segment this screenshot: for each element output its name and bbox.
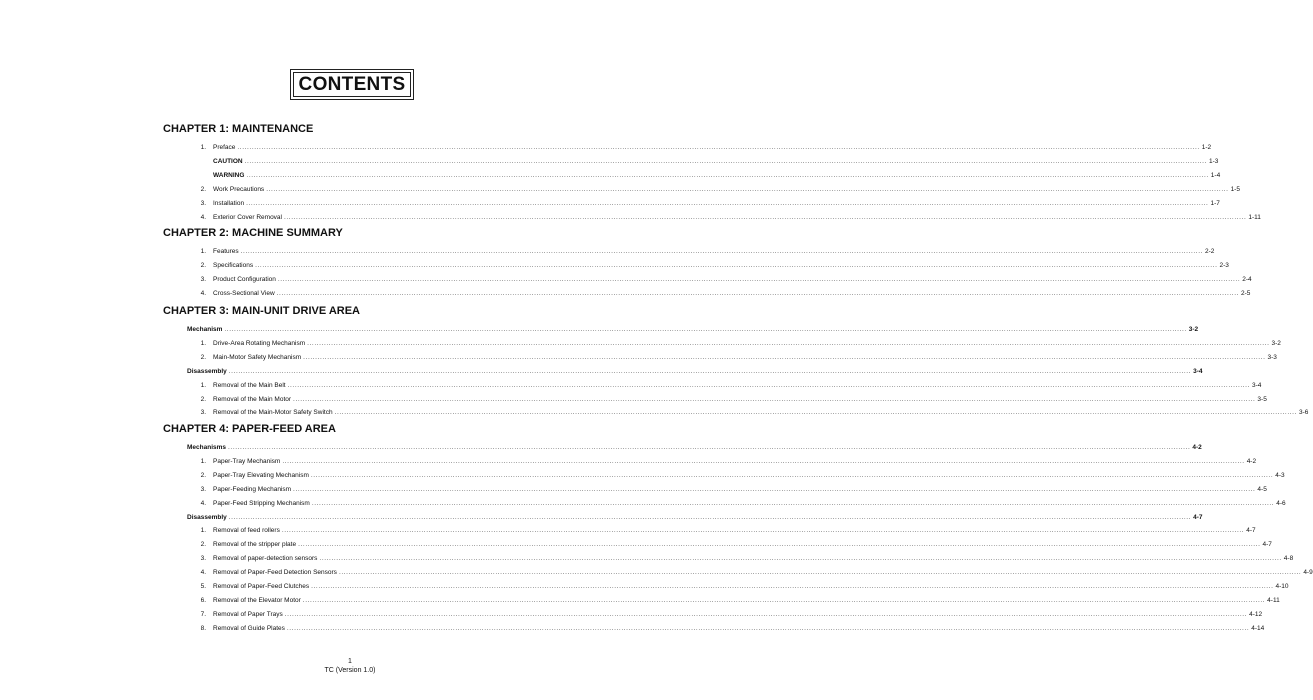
toc-entry-number: 6. (200, 596, 206, 604)
toc-entry-title: Removal of feed rollers (213, 527, 280, 535)
toc-entry-title: Removal of Paper-Feed Detection Sensors (213, 569, 337, 577)
toc-entry[interactable] (0, 260, 1229, 271)
dot-leader: ................................................................................................................................................................................................................................................................................................................................................................................................................ (319, 555, 1282, 563)
dot-leader: ................................................................................................................................................................................................................................................................................................................................................................................................................ (276, 289, 1240, 297)
toc-entry-page: 2-3 (1219, 261, 1229, 269)
toc-entry[interactable] (0, 246, 1215, 257)
toc-entry-number: 2. (200, 471, 206, 479)
toc-entry[interactable] (0, 407, 1309, 418)
toc-entry-title: Drive-Area Rotating Mechanism (213, 339, 306, 347)
toc-entry-number: 1. (200, 527, 206, 535)
dot-leader: ................................................................................................................................................................................................................................................................................................................................................................................................................ (338, 569, 1302, 577)
dot-leader: ................................................................................................................................................................................................................................................................................................................................................................................................................ (307, 339, 1270, 347)
toc-entry-title: Paper-Feeding Mechanism (213, 485, 292, 493)
toc-entry-number: 2. (200, 395, 206, 403)
dot-leader: ................................................................................................................................................................................................................................................................................................................................................................................................................ (302, 596, 1266, 604)
toc-entry[interactable] (0, 456, 1257, 467)
toc-entry-number: 1. (200, 381, 206, 389)
toc-entry-title: Removal of Paper Trays (213, 610, 283, 618)
toc-entry-title: Features (213, 248, 239, 255)
dot-leader: ................................................................................................................................................................................................................................................................................................................................................................................................................ (228, 444, 1191, 451)
toc-entry-number: 7. (200, 610, 206, 618)
dot-leader: ................................................................................................................................................................................................................................................................................................................................................................................................................ (293, 485, 1256, 493)
toc-entry-page: 4-14 (1251, 624, 1265, 632)
toc-entry-title: Removal of the stripper plate (213, 541, 297, 549)
dot-leader: ................................................................................................................................................................................................................................................................................................................................................................................................................ (293, 395, 1256, 403)
dot-leader: ................................................................................................................................................................................................................................................................................................................................................................................................................ (246, 171, 1209, 179)
toc-entry-title: Mechanism (187, 326, 223, 333)
toc-entry-page: 4-8 (1283, 555, 1294, 563)
toc-entry-number: 1. (200, 339, 206, 347)
toc-entry[interactable] (0, 338, 1281, 349)
toc-entry-title: WARNING (213, 171, 245, 179)
dot-leader: ................................................................................................................................................................................................................................................................................................................................................................................................................ (281, 527, 1245, 535)
toc-entry-page: 3-5 (1257, 395, 1267, 403)
toc-entry[interactable] (0, 512, 1203, 523)
dot-leader: ................................................................................................................................................................................................................................................................................................................................................................................................................ (255, 261, 1218, 269)
toc-entry-title: Preface (213, 144, 236, 151)
toc-entry[interactable] (0, 352, 1277, 363)
toc-entry-page: 4-11 (1267, 596, 1280, 604)
dot-leader: ................................................................................................................................................................................................................................................................................................................................................................................................................ (310, 471, 1274, 479)
toc-entry-page: 4-2 (1192, 444, 1202, 451)
dot-leader: ................................................................................................................................................................................................................................................................................................................................................................................................................ (240, 248, 1204, 255)
toc-entry[interactable] (0, 394, 1267, 405)
toc-entry-number: 4. (200, 569, 206, 577)
dot-leader: ................................................................................................................................................................................................................................................................................................................................................................................................................ (298, 541, 1261, 549)
toc-entry[interactable] (0, 567, 1313, 578)
dot-leader: ................................................................................................................................................................................................................................................................................................................................................................................................................ (334, 409, 1297, 417)
toc-entry-page: 4-9 (1303, 569, 1313, 577)
toc-entry-title: Paper-Tray Mechanism (213, 457, 281, 465)
footer-page-number: 1 (348, 658, 352, 665)
dot-leader: ................................................................................................................................................................................................................................................................................................................................................................................................................ (284, 213, 1247, 221)
dot-leader: ................................................................................................................................................................................................................................................................................................................................................................................................................ (237, 144, 1200, 151)
toc-entry-number: 4. (200, 289, 206, 297)
toc-entry-number: 1. (200, 457, 206, 465)
toc-entry-title: Exterior Cover Removal (213, 213, 282, 221)
toc-entry[interactable] (0, 170, 1221, 181)
dot-leader: ................................................................................................................................................................................................................................................................................................................................................................................................................ (277, 275, 1241, 283)
toc-entry-page: 1-4 (1210, 171, 1221, 179)
dot-leader: ................................................................................................................................................................................................................................................................................................................................................................................................................ (266, 185, 1229, 193)
dot-leader: ................................................................................................................................................................................................................................................................................................................................................................................................................ (246, 199, 1209, 207)
toc-entry-number: 2. (200, 541, 206, 549)
toc-entry-number: 2. (200, 185, 206, 193)
chapter-heading: CHAPTER 3: MAIN-UNIT DRIVE AREA (163, 305, 360, 317)
toc-entry[interactable] (0, 184, 1240, 195)
toc-entry-page: 4-5 (1257, 485, 1267, 493)
toc-entry-title: Disassembly (187, 367, 227, 375)
toc-entry-page: 1-11 (1248, 213, 1261, 221)
toc-entry-number: 3. (200, 409, 206, 417)
toc-entry[interactable] (0, 142, 1212, 153)
toc-entry[interactable] (0, 212, 1261, 223)
toc-entry-number: 3. (200, 275, 206, 283)
chapter-heading: CHAPTER 2: MACHINE SUMMARY (163, 227, 343, 239)
toc-entry-page: 3-6 (1298, 409, 1309, 417)
toc-entry-title: Paper-Feed Stripping Mechanism (213, 499, 310, 507)
toc-entry-title: Removal of the Elevator Motor (213, 596, 301, 604)
toc-entry-page: 4-7 (1262, 541, 1272, 549)
toc-entry-title: Work Precautions (213, 185, 265, 193)
toc-entry-title: Removal of Paper-Feed Clutches (213, 583, 310, 590)
dot-leader: ................................................................................................................................................................................................................................................................................................................................................................................................................ (244, 157, 1207, 165)
dot-leader: ................................................................................................................................................................................................................................................................................................................................................................................................................ (228, 513, 1192, 521)
toc-entry-title: Removal of the Main-Motor Safety Switch (213, 409, 333, 417)
toc-entry-page: 1-2 (1201, 144, 1212, 151)
toc-entry-title: Cross-Sectional View (213, 289, 275, 297)
toc-entry-number: 3. (200, 199, 206, 207)
toc-entry[interactable] (0, 498, 1286, 509)
dot-leader: ................................................................................................................................................................................................................................................................................................................................................................................................................ (228, 367, 1192, 375)
toc-entry-title: Removal of paper-detection sensors (213, 555, 318, 563)
toc-entry-page: 1-3 (1208, 157, 1219, 165)
toc-entry-number: 2. (200, 261, 206, 269)
toc-entry-page: 3-4 (1252, 381, 1262, 389)
toc-entry[interactable] (0, 581, 1289, 592)
toc-entry-number: 8. (200, 624, 206, 632)
toc-entry[interactable] (0, 595, 1280, 606)
footer-version: TC (Version 1.0) (324, 667, 376, 674)
toc-entry-number: 4. (200, 213, 206, 221)
toc-entry[interactable] (0, 623, 1265, 634)
toc-entry-page: 3-4 (1193, 367, 1203, 375)
toc-entry-title: Paper-Tray Elevating Mechanism (213, 471, 309, 479)
toc-entry-number: 1. (200, 144, 206, 151)
toc-entry-page: 4-7 (1193, 513, 1203, 521)
toc-entry[interactable] (0, 442, 1202, 453)
toc-entry-title: Removal of the Main Belt (213, 381, 286, 389)
toc-entry[interactable] (0, 198, 1220, 209)
toc-entry-page: 4-12 (1249, 610, 1263, 618)
toc-entry[interactable] (0, 470, 1285, 481)
dot-leader: ................................................................................................................................................................................................................................................................................................................................................................................................................ (287, 381, 1250, 389)
toc-entry-title: CAUTION (213, 157, 243, 165)
toc-entry[interactable] (0, 324, 1199, 335)
toc-entry-title: Main-Motor Safety Mechanism (213, 353, 302, 361)
toc-entry[interactable] (0, 539, 1272, 550)
toc-entry-number: 3. (200, 485, 206, 493)
toc-entry[interactable] (0, 366, 1203, 377)
toc-entry-title: Removal of the Main Motor (213, 395, 292, 403)
dot-leader: ................................................................................................................................................................................................................................................................................................................................................................................................................ (286, 624, 1250, 632)
toc-entry[interactable] (0, 380, 1262, 391)
toc-entry-page: 3-3 (1267, 353, 1277, 361)
toc-entry[interactable] (0, 609, 1263, 620)
toc-entry[interactable] (0, 525, 1256, 536)
dot-leader: ................................................................................................................................................................................................................................................................................................................................................................................................................ (282, 457, 1245, 465)
toc-entry-page: 1-5 (1230, 185, 1240, 193)
toc-entry-page: 1-7 (1210, 199, 1220, 207)
dot-leader: ................................................................................................................................................................................................................................................................................................................................................................................................................ (311, 583, 1274, 590)
toc-entry[interactable] (0, 553, 1294, 564)
toc-entry-page: 2-2 (1205, 248, 1215, 255)
toc-entry-title: Disassembly (187, 513, 227, 521)
toc-entry-page: 3-2 (1188, 326, 1199, 333)
toc-entry-number: 2. (200, 353, 206, 361)
toc-entry[interactable] (0, 288, 1251, 299)
toc-entry[interactable] (0, 156, 1219, 167)
toc-entry-number: 4. (200, 499, 206, 507)
toc-entry-title: Product Configuration (213, 275, 276, 283)
toc-entry-page: 4-6 (1276, 499, 1286, 507)
chapter-heading: CHAPTER 4: PAPER-FEED AREA (163, 423, 336, 435)
toc-entry-title: Installation (213, 199, 245, 207)
toc-entry[interactable] (0, 274, 1252, 285)
toc-entry-page: 3-2 (1271, 339, 1281, 347)
dot-leader: ................................................................................................................................................................................................................................................................................................................................................................................................................ (311, 499, 1275, 507)
toc-entry-page: 2-4 (1242, 275, 1252, 283)
toc-entry-page: 4-3 (1275, 471, 1285, 479)
contents-title: CONTENTS (293, 72, 411, 97)
toc-entry-number: 1. (200, 248, 206, 255)
toc-entry-title: Specifications (213, 261, 254, 269)
dot-leader: ................................................................................................................................................................................................................................................................................................................................................................................................................ (224, 326, 1187, 333)
toc-entry-number: 3. (200, 555, 206, 563)
dot-leader: ................................................................................................................................................................................................................................................................................................................................................................................................................ (303, 353, 1266, 361)
toc-entry-title: Removal of Guide Plates (213, 624, 285, 632)
toc-entry-page: 4-7 (1246, 527, 1256, 535)
toc-entry-page: 4-10 (1275, 583, 1289, 590)
toc-entry-page: 4-2 (1246, 457, 1257, 465)
chapter-heading: CHAPTER 1: MAINTENANCE (163, 123, 314, 135)
toc-entry[interactable] (0, 484, 1267, 495)
toc-entry-title: Mechanisms (187, 444, 227, 451)
toc-entry-number: 5. (200, 583, 206, 590)
dot-leader: ................................................................................................................................................................................................................................................................................................................................................................................................................ (284, 610, 1248, 618)
toc-entry-page: 2-5 (1241, 289, 1251, 297)
